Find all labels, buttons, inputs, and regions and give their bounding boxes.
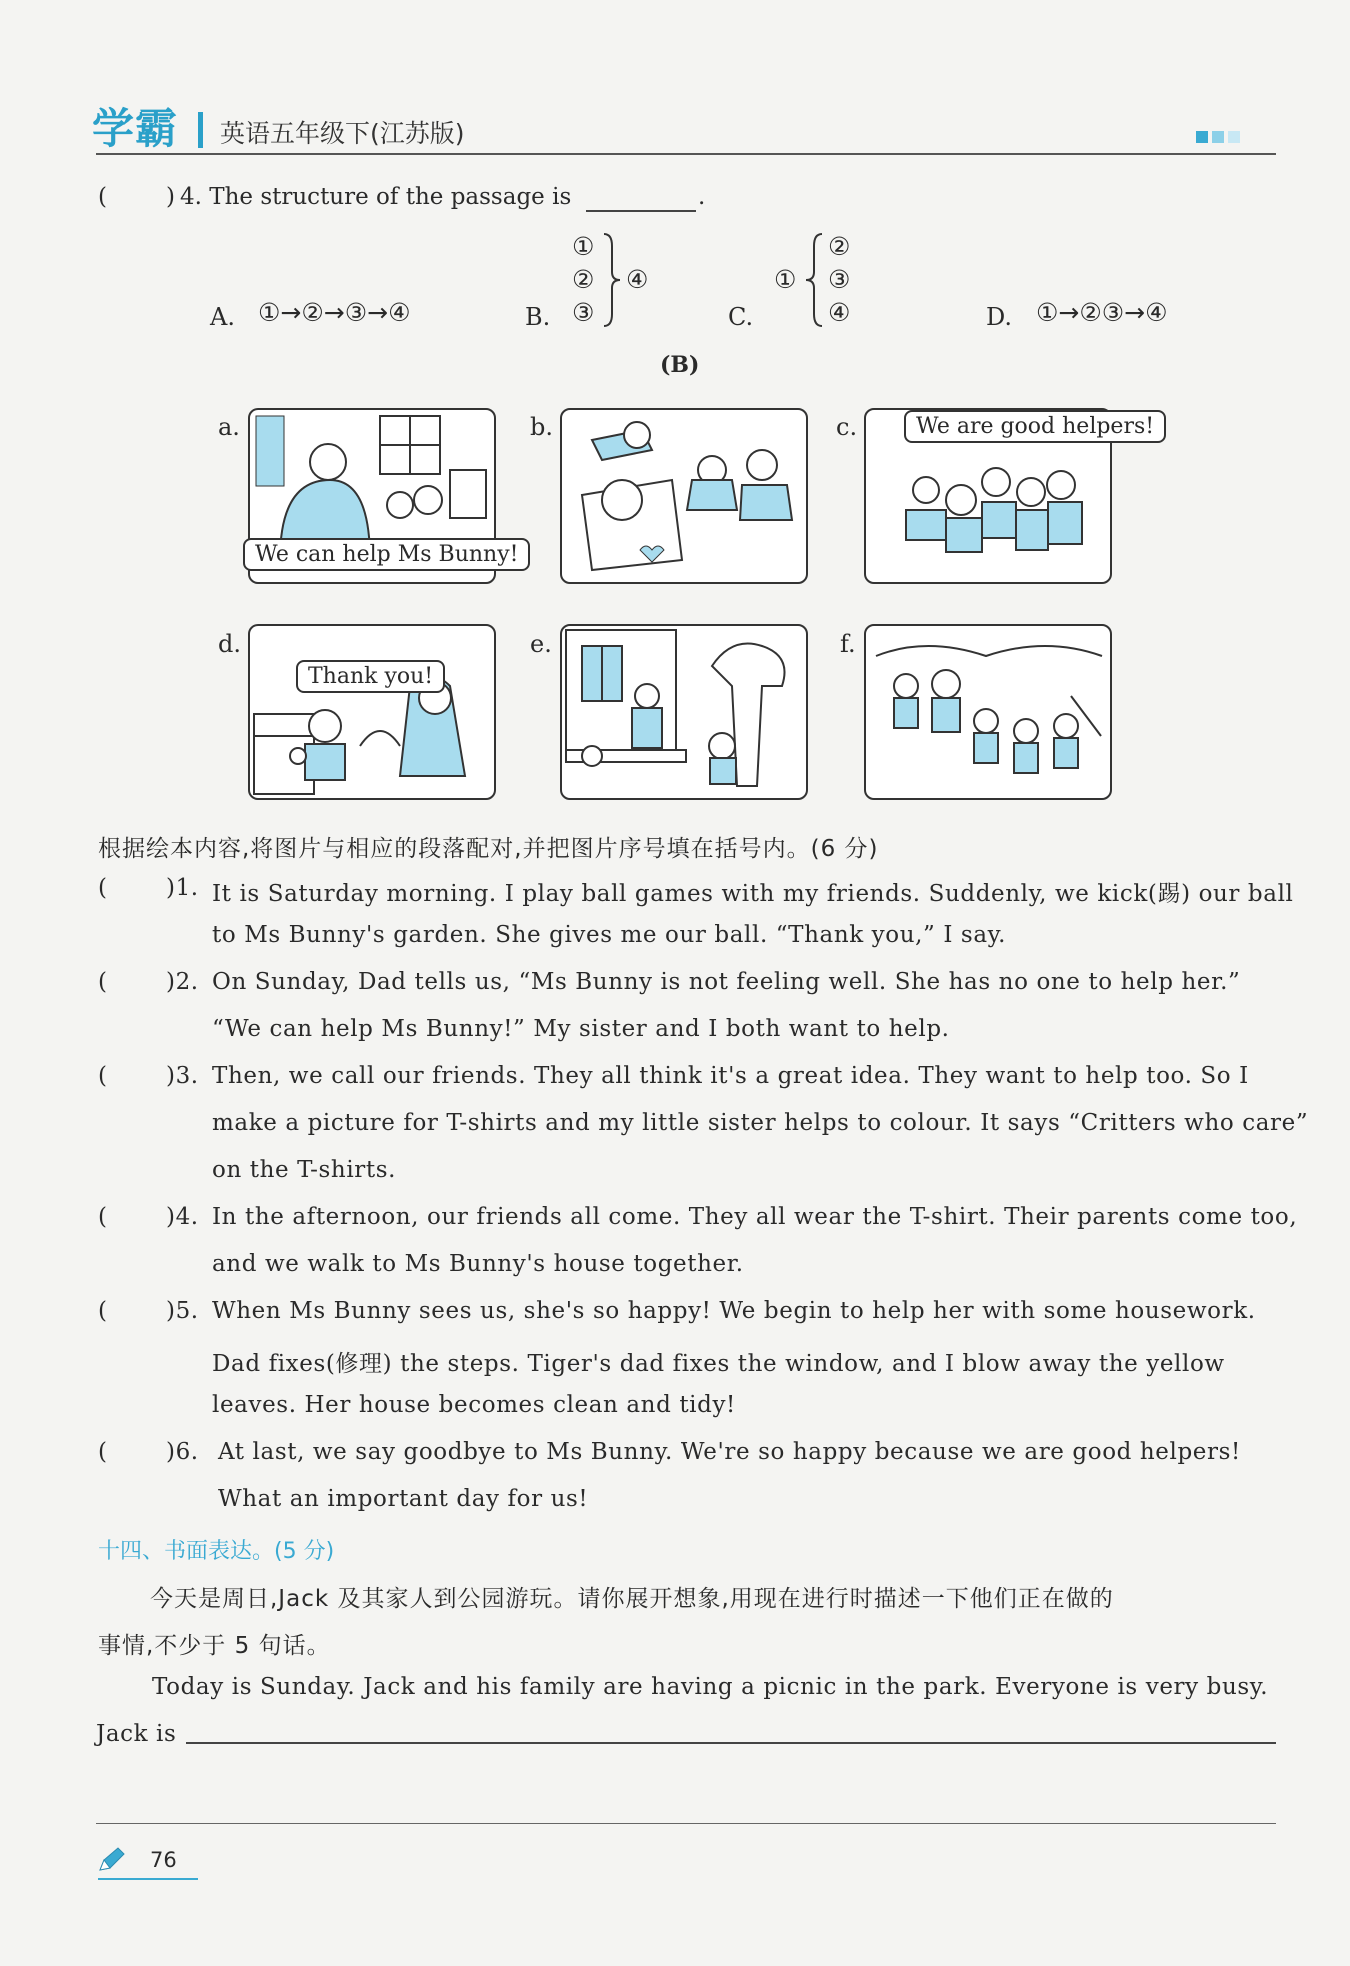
answer-paren: ( <box>98 1298 108 1324</box>
matching-instruction: 根据绘本内容,将图片与相应的段落配对,并把图片序号填在括号内。(6 分) <box>98 836 879 862</box>
brand-logo: 学霸 <box>92 104 179 153</box>
panel-d-label: d. <box>218 630 241 658</box>
answer-blank[interactable] <box>586 180 696 212</box>
paragraph-1-line-1: It is Saturday morning. I play ball games with my friends. Suddenly, we kick(踢) our ball <box>212 881 1294 907</box>
header-rule <box>96 153 1276 155</box>
option-d-label: D. <box>986 303 1013 331</box>
option-b-result: ④ <box>626 265 649 294</box>
panel-f <box>864 624 1112 800</box>
paragraph-4-line-2: and we walk to Ms Bunny's house together. <box>212 1251 744 1277</box>
panel-b-label: b. <box>530 413 553 441</box>
pencil-icon <box>96 1846 126 1876</box>
writing-answer-line[interactable] <box>186 1742 1276 1744</box>
page-number-underline <box>98 1878 198 1880</box>
paragraph-2-line-2: “We can help Ms Bunny!” My sister and I both want to help. <box>212 1016 950 1042</box>
option-b-item-3: ③ <box>572 298 595 327</box>
part-b-title: (B) <box>660 352 700 378</box>
answer-paren: ( <box>98 1439 108 1465</box>
paragraph-5-number: )5. <box>166 1298 199 1324</box>
answer-paren-close: ) <box>166 184 175 210</box>
writing-prompt-line-1: 今天是周日,Jack 及其家人到公园游玩。请你展开想象,用现在进行时描述一下他们正在做的 <box>150 1586 1114 1612</box>
answer-paren: ( <box>98 1204 108 1230</box>
paragraph-1-number: )1. <box>166 875 199 901</box>
paragraph-5-line-2: Dad fixes(修理) the steps. Tiger's dad fixes the window, and I blow away the yellow <box>212 1351 1225 1377</box>
option-a-sequence: ①→②→③→④ <box>258 298 411 327</box>
section-14-title: 十四、书面表达。(5 分) <box>98 1539 335 1564</box>
option-a-label: A. <box>210 303 235 331</box>
option-c-item-4: ④ <box>828 298 851 327</box>
paragraph-3-line-3: on the T-shirts. <box>212 1157 397 1183</box>
paragraph-5-line-3: leaves. Her house becomes clean and tidy! <box>212 1392 736 1418</box>
panel-b-illustration <box>562 410 806 582</box>
option-c-item-2: ② <box>828 232 851 261</box>
paragraph-5-line-1: When Ms Bunny sees us, she's so happy! We begin to help her with some housework. <box>212 1298 1256 1324</box>
writing-start-line-1: Today is Sunday. Jack and his family are having a picnic in the park. Everyone is very busy. <box>152 1674 1269 1700</box>
paragraph-4-line-1: In the afternoon, our friends all come. They all wear the T-shirt. Their parents come too, <box>212 1204 1298 1230</box>
answer-paren: ( <box>98 875 108 901</box>
option-c-start: ① <box>774 265 797 294</box>
paragraph-6-number: )6. <box>166 1439 199 1465</box>
paragraph-2-line-1: On Sunday, Dad tells us, “Ms Bunny is not feeling well. She has no one to help her.” <box>212 969 1241 995</box>
panel-d-illustration <box>250 626 494 798</box>
panel-c-label: c. <box>836 413 858 441</box>
paragraph-6-line-1: At last, we say goodbye to Ms Bunny. We're so happy because we are good helpers! <box>218 1439 1241 1465</box>
header-divider <box>198 112 203 148</box>
option-b-label: B. <box>525 303 551 331</box>
panel-e <box>560 624 808 800</box>
paragraph-1-line-2: to Ms Bunny's garden. She gives me our ball. “Thank you,” I say. <box>212 922 1007 948</box>
writing-start-line-2: Jack is <box>96 1721 177 1747</box>
panel-e-label: e. <box>530 630 552 658</box>
page-number: 76 <box>150 1848 177 1872</box>
answer-paren-open: ( <box>98 184 107 210</box>
paragraph-2-number: )2. <box>166 969 199 995</box>
question-4-text: 4. The structure of the passage is <box>180 184 572 210</box>
panel-f-illustration <box>866 626 1110 798</box>
panel-d <box>248 624 496 800</box>
paragraph-4-number: )4. <box>166 1204 199 1230</box>
book-title: 英语五年级下(江苏版) <box>220 119 465 148</box>
option-d-sequence: ①→②③→④ <box>1036 298 1168 327</box>
answer-paren: ( <box>98 969 108 995</box>
option-c-label: C. <box>728 303 754 331</box>
paragraph-3-number: )3. <box>166 1063 199 1089</box>
panel-d-speech-bubble: Thank you! <box>296 660 445 693</box>
option-c-item-3: ③ <box>828 265 851 294</box>
option-b-brace <box>602 232 622 328</box>
panel-b <box>560 408 808 584</box>
footer-rule <box>96 1823 1276 1824</box>
period: . <box>698 184 706 210</box>
option-b-item-2: ② <box>572 265 595 294</box>
paragraph-6-line-2: What an important day for us! <box>218 1486 589 1512</box>
answer-paren: ( <box>98 1063 108 1089</box>
header-decoration <box>1196 128 1244 147</box>
option-c-brace <box>804 232 824 328</box>
panel-c-speech-bubble: We are good helpers! <box>904 410 1166 443</box>
paragraph-3-line-2: make a picture for T-shirts and my little sister helps to colour. It says “Critters who care” <box>212 1110 1309 1136</box>
panel-e-illustration <box>562 626 806 798</box>
panel-a-speech-bubble: We can help Ms Bunny! <box>243 538 530 571</box>
panel-a-label: a. <box>218 413 240 441</box>
paragraph-3-line-1: Then, we call our friends. They all think it's a great idea. They want to help too. So I <box>212 1063 1249 1089</box>
panel-f-label: f. <box>840 630 856 658</box>
option-b-item-1: ① <box>572 232 595 261</box>
writing-prompt-line-2: 事情,不少于 5 句话。 <box>98 1633 331 1659</box>
